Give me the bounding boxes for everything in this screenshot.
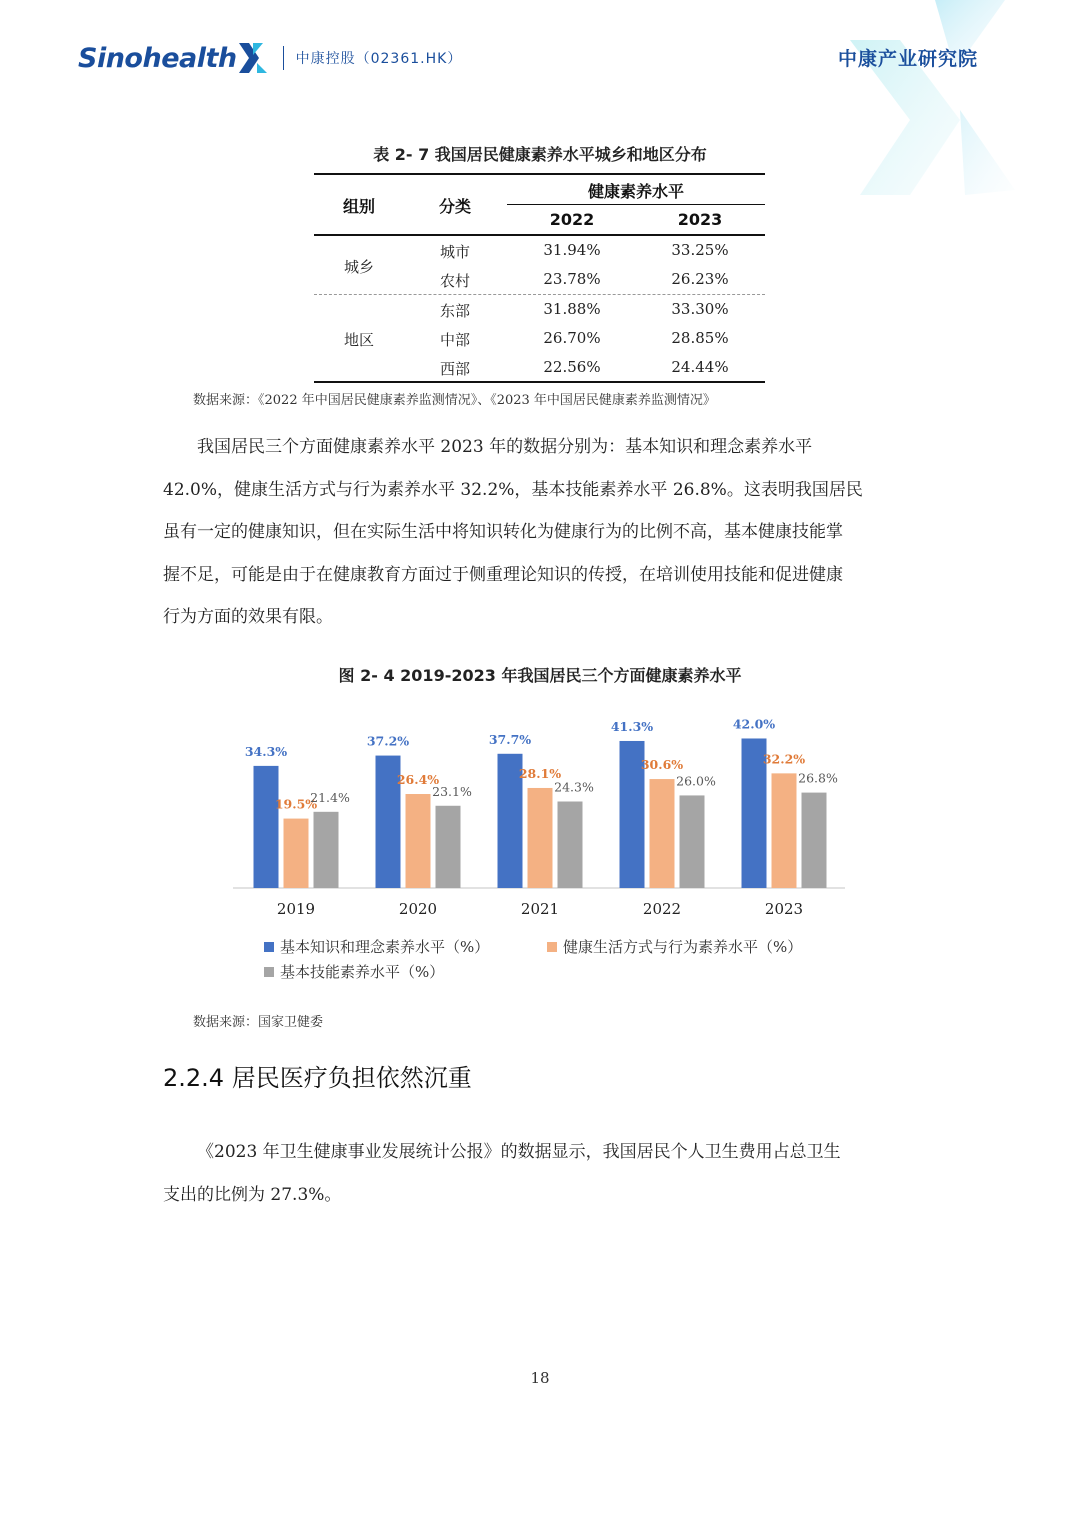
row-value-2022: 31.94% [543,241,601,259]
group-label: 地区 [343,331,374,349]
paragraph-line: 行为方面的效果有限。 [163,607,333,627]
institute-name: 中康产业研究院 [838,48,979,70]
data-label: 37.2% [366,733,410,749]
row-category: 西部 [439,360,470,378]
logo-x-icon [239,41,269,75]
chart-caption: 图 2- 4 2019-2023 年我国居民三个方面健康素养水平 [338,666,742,685]
row-value-2022: 26.70% [543,329,601,347]
body-paragraph-1 [163,426,918,639]
data-label: 26.8% [798,770,838,786]
x-tick-label: 2021 [520,900,560,918]
row-value-2022: 23.78% [543,270,601,288]
table-bottom-rule [314,381,765,383]
row-value-2022: 31.88% [543,300,601,318]
legend-swatch [264,967,274,977]
legend-item [547,936,802,957]
bar [436,806,461,888]
row-category: 中部 [439,331,470,349]
data-label: 26.4% [396,772,440,788]
legend-swatch [547,942,557,952]
literacy-table [314,173,765,385]
row-value-2023: 33.25% [671,241,729,259]
section-title: 2.2.4 居民医疗负担依然沉重 [163,1064,472,1092]
table-caption: 表 2- 7 我国居民健康素养水平城乡和地区分布 [373,145,707,164]
bar [650,779,675,888]
data-label: 41.3% [610,718,654,734]
bar [406,794,431,888]
data-label: 24.3% [554,779,594,795]
row-value-2023: 28.85% [671,329,729,347]
logo-wordmark: Sinohealth [78,42,237,74]
row-category: 城市 [439,243,470,261]
header-group: 组别 [342,197,375,216]
table-header-rule [314,234,765,236]
x-tick-label: 2020 [398,900,438,918]
data-label: 28.1% [518,765,562,781]
legend-label: 基本知识和理念素养水平（%） [280,938,490,956]
paragraph-line: 《2023 年卫生健康事业发展统计公报》的数据显示，我国居民个人卫生费用占总卫生 [197,1142,841,1162]
data-label: 26.0% [676,773,716,789]
header-year-2022: 2022 [549,210,595,229]
row-value-2023: 24.44% [671,358,729,376]
bar [314,812,339,888]
legend-label: 健康生活方式与行为素养水平（%） [563,938,803,956]
bar [558,801,583,888]
x-tick-label: 2023 [764,900,804,918]
bar [772,773,797,888]
legend-item [264,936,489,957]
bar [528,788,553,888]
legend-swatch [264,942,274,952]
data-label: 19.5% [274,796,318,812]
row-value-2022: 22.56% [543,358,601,376]
x-tick-label: 2022 [642,900,682,918]
data-label: 37.7% [488,731,532,747]
legend-item [264,961,444,982]
row-category: 东部 [439,302,470,320]
paragraph-line: 42.0%，健康生活方式与行为素养水平 32.2%，基本技能素养水平 26.8%。这表明我国居民 [163,479,863,500]
row-value-2023: 26.23% [671,270,729,288]
body-paragraph-2 [163,1131,918,1216]
group-label: 城乡 [343,258,374,276]
bar [284,819,309,888]
data-label: 32.2% [762,751,806,767]
chart-source: 数据来源：国家卫健委 [193,1015,324,1030]
paragraph-line: 我国居民三个方面健康素养水平 2023 年的数据分别为：基本知识和理念素养水平 [197,437,813,457]
row-category: 农村 [439,272,470,290]
table-source: 数据来源：《2022 年中国居民健康素养监测情况》、《2023 年中国居民健康素养监测情况》 [193,393,716,408]
header-year-2023: 2023 [677,210,723,229]
bar [254,766,279,888]
data-label: 23.1% [432,783,472,799]
table-group-divider [314,294,765,295]
sinohealth-logo [78,38,462,78]
data-label: 42.0% [732,716,776,732]
x-tick-label: 2019 [276,900,316,918]
row-value-2023: 33.30% [671,300,729,318]
bar [680,795,705,888]
table-sub-rule [507,204,765,205]
header-category: 分类 [438,197,471,216]
company-name: 中康控股（02361.HK） [295,51,463,67]
table-top-rule [314,173,765,175]
page-header [0,0,1080,120]
data-label: 30.6% [640,757,684,773]
paragraph-line: 握不足，可能是由于在健康教育方面过于侧重理论知识的传授，在培训使用技能和促进健康 [163,564,843,585]
header-metric: 健康素养水平 [587,182,684,201]
paragraph-line: 虽有一定的健康知识，但在实际生活中将知识转化为健康行为的比例不高，基本健康技能掌 [163,522,843,542]
legend-label: 基本技能素养水平（%） [280,963,445,981]
paragraph-line: 支出的比例为 27.3%。 [163,1184,342,1205]
header-decoration-icon [840,0,1020,200]
data-label: 34.3% [244,743,288,759]
logo-divider [283,46,284,70]
data-label: 21.4% [310,789,350,805]
page-number: 18 [530,1369,550,1387]
bar [802,793,827,888]
